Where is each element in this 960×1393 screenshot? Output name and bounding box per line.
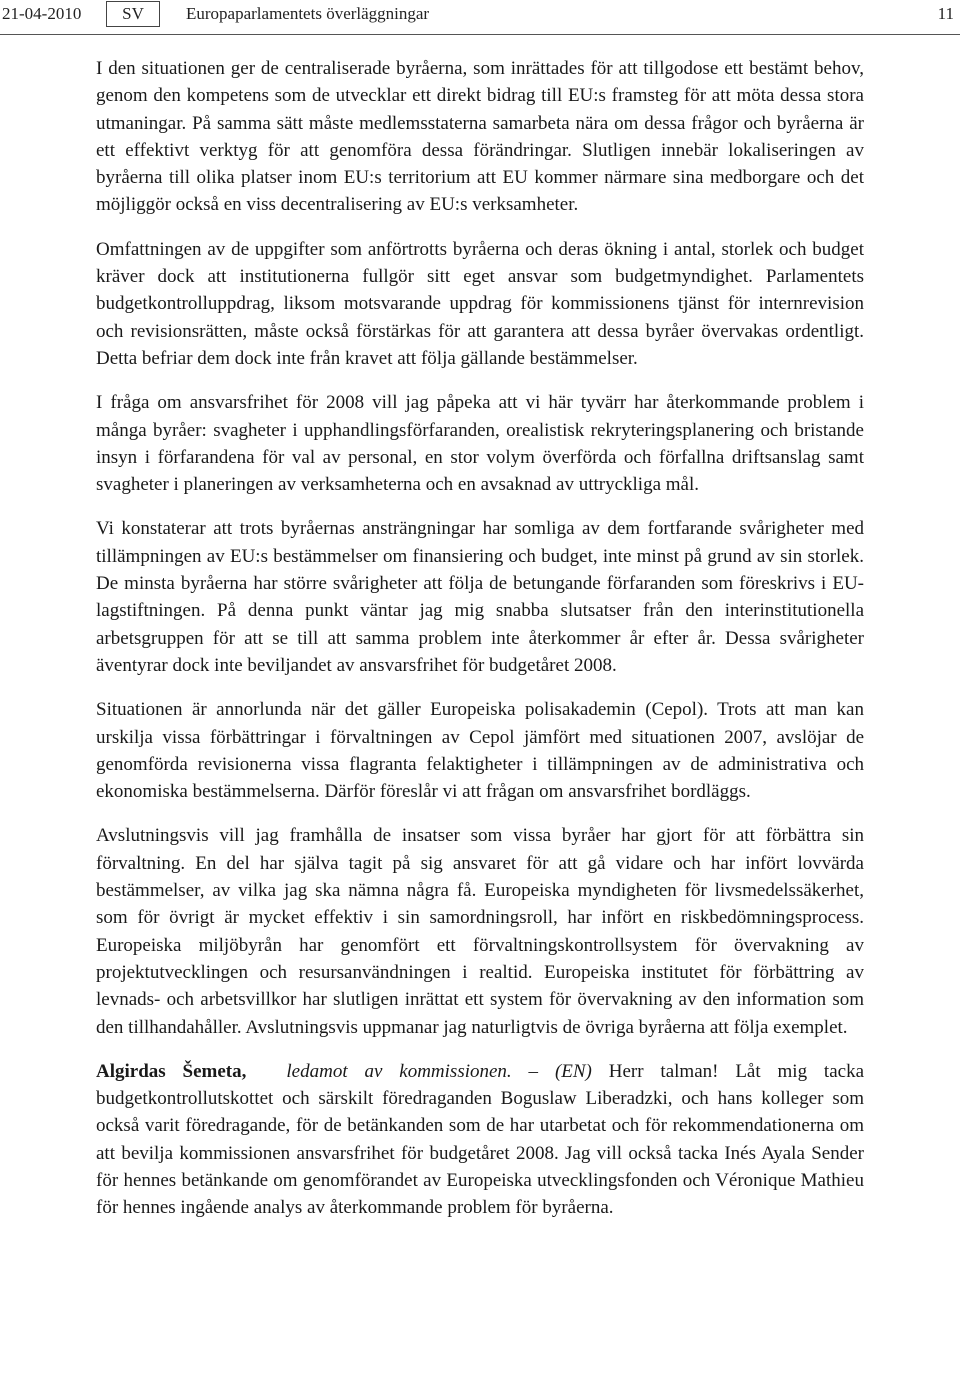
- speech-separator: –: [511, 1060, 555, 1082]
- paragraph-1: I den situationen ger de centraliserade byråerna, som inrättades för att tillgodose ett bestämt behov, genom den kompetens som de utvecklar ett direkt bidrag till EU:s framsteg för att möta dessa stora utmaningar. På samma sätt måste medlemsstaterna samarbeta nära om dessa frågor och byråerna är ett effektivt verktyg för att genomföra dessa förändringar. Slutligen innebär lokaliseringen av byråerna till olika platser inom EU:s territorium att EU kommer närmare sina medborgare och det möjliggör också en viss decentralisering av EU:s verksamheter.: [96, 58, 864, 216]
- language-code-box: SV: [106, 1, 160, 27]
- speaker-name: Algirdas Šemeta,: [96, 1060, 247, 1082]
- speaker-role: ledamot av kommissionen.: [286, 1060, 512, 1082]
- page-number: 11: [937, 4, 954, 23]
- paragraph-6: Avslutningsvis vill jag framhålla de insatser som vissa byråer har gjort för att förbättra sin förvaltning. En del har själva tagit på sig ansvaret för att gå vidare och har infört lovvärda bestämmelser, av vilka jag ska nämna några få. Europeiska myndigheten för livsmedelssäkerhet, som för övrigt är mycket effektiv i sin samordningsroll, har infört en riskbedömningsprocess. Europeiska miljöbyrån har genomfört ett förvaltningskontrollsystem för övervakning av projektutvecklingen och resursanvändningen i realtid. Europeiska institutet för förbättring av levnads- och arbetsvillkor har slutligen inrättat ett system för övervakning av den information som den tillhandahåller. Avslutningsvis uppmanar jag naturligtvis de övriga byråerna att följa exemplet.: [96, 825, 864, 1038]
- header-rule: [0, 34, 960, 35]
- speech-text: Herr talman! Låt mig tacka budgetkontrollutskottet och särskilt föredraganden Boguslaw Liberadzki, och hans kolleger som också varit föredragande, för de betänkanden som de har utarbetat och för rekommendationerna om att bevilja kommissionen ansvarsfrihet för budgetåret 2008. Jag vill också tacka Inés Ayala Sender för hennes betänkande om genomförandet av Europeiska utvecklingsfonden och Véronique Mathieu för hennes ingående analys av återkommande problem för byråerna.: [96, 1060, 865, 1219]
- publication-title: Europaparlamentets överläggningar: [186, 4, 430, 23]
- paragraph-3: I fråga om ansvarsfrihet för 2008 vill jag påpeka att vi här tyvärr har återkommande problem i många byråer: svagheter i upphandlingsförfaranden, orealistisk rekryteringsplanering och bristande insyn i förfarandena för val av personal, en stor volym överförda och förfallna driftsanslag samt svagheter i planeringen av verksamheterna och en avsaknad av uttryckliga mål.: [96, 392, 864, 496]
- paragraph-4: Vi konstaterar att trots byråernas ansträngningar har somliga av dem fortfarande svårigheter med tillämpningen av EU:s bestämmelser om finansiering och budget, inte minst på grund av sin storlek. De minsta byråerna har större svårigheter att följa de betungande förfaranden som föreskrivs i EU-lagstiftningen. På denna punkt väntar jag mig snabba slutsatser från den interinstitutionella arbetsgruppen för att se till att samma problem inte återkommer år efter år. Dessa svårigheter äventyrar dock inte beviljandet av ansvarsfrihet för budgetåret 2008.: [96, 518, 864, 676]
- header-date: 21-04-2010: [2, 4, 82, 23]
- paragraph-5: Situationen är annorlunda när det gäller Europeiska polisakademin (Cepol). Trots att man kan urskilja vissa förbättringar i förvaltningen av Cepol jämfört med situationen 2007, avslöjar de genomförda revisionerna vissa flagranta felaktigheter i tillämpningen av de administrativa och ekonomiska bestämmelserna. Därför föreslår vi att frågan om ansvarsfrihet bordläggs.: [96, 699, 864, 803]
- page-header: [0, 0, 960, 34]
- speech-paragraph: [96, 1058, 864, 1222]
- speech-language-tag: (EN): [554, 1060, 592, 1082]
- document-body: [96, 55, 864, 1239]
- paragraph-2: Omfattningen av de uppgifter som anförtrotts byråerna och deras ökning i antal, storlek och budget kräver dock att institutionerna fullgör sitt eget ansvar som budgetmyndighet. Parlamentets budgetkontrolluppdrag, liksom motsvarande uppdrag för kommissionens tjänst för internrevision och revisionsrätten, måste också förstärkas för att garantera att dessa byråer övervakas ordentligt. Detta befriar dem dock inte från kravet att följa gällande bestämmelser.: [96, 238, 864, 369]
